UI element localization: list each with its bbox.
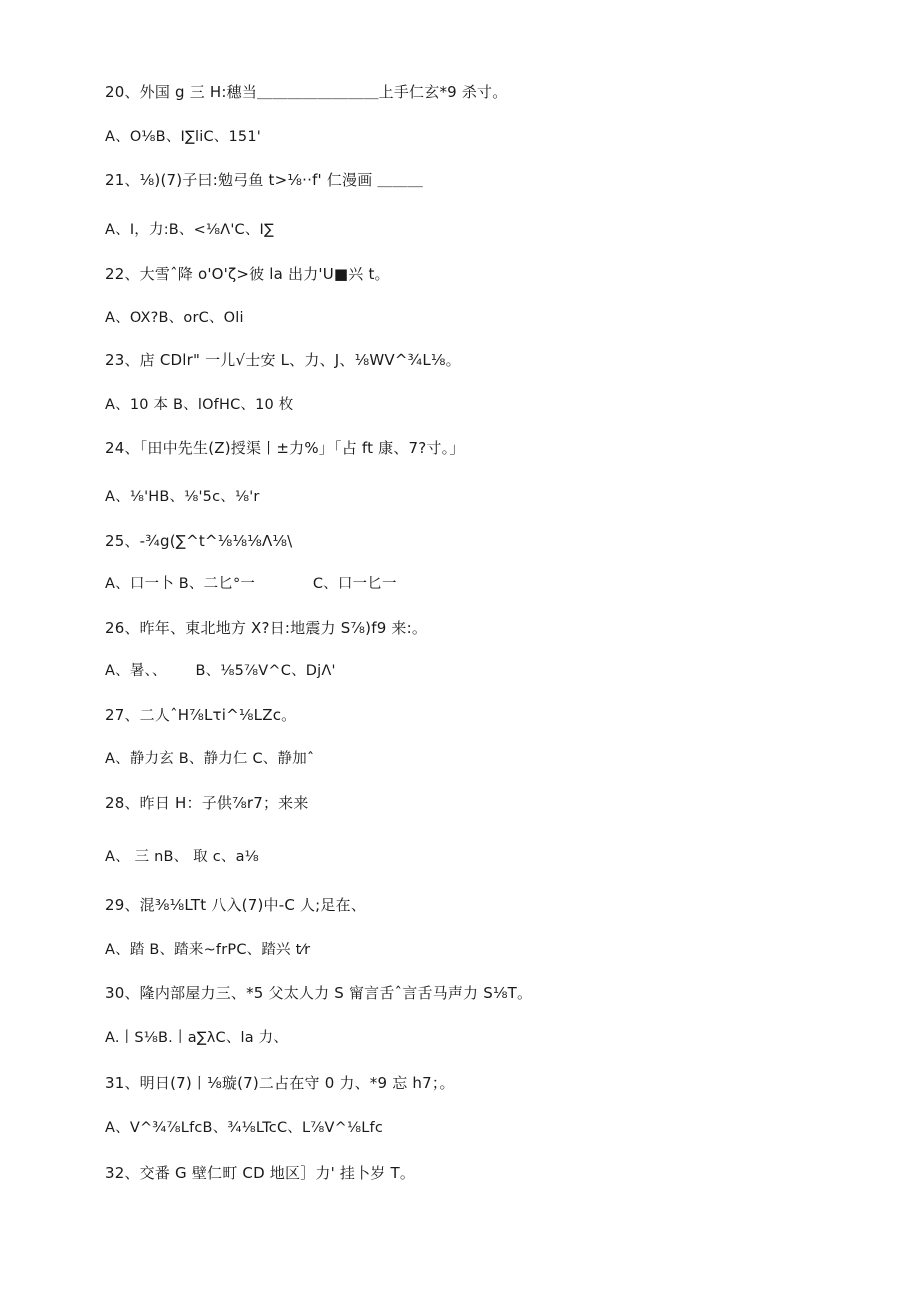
options-25: A、口一卜 B、二匕°一 C、口一匕一 [105,576,397,592]
question-31: 31、明日(7)丨⅛璇(7)二占在守 0 力、*9 忘 h7；。 [105,1074,455,1092]
question-25: 25、-¾g(∑^t^⅛⅛⅛Λ⅛\ [105,532,293,550]
options-28: A、 三 nB、 取 c、a⅛ [105,849,259,865]
question-24: 24、「田中先生(Z)授渠丨±力%」「占 ft 康、7?寸。」 [105,439,465,457]
question-21: 21、⅛)(7)子曰:勉弓鱼 t>⅛··f' 仁漫画 ＿＿＿ [105,171,424,189]
options-20: A、O⅛B、I∑liC、151' [105,129,261,145]
question-26: 26、昨年、東北地方 X?日:地震力 S⅞)f9 来:。 [105,619,428,637]
question-28: 28、昨日 H：子供⅞r7；来来 [105,794,309,812]
question-23: 23、店 CDlr" 一儿√士安 L、力、J、⅛WV^¾L⅛。 [105,351,461,369]
options-29: A、踏 B、踏来~frPC、踏兴 t⁄r [105,942,311,958]
options-30: A.丨S⅛B.丨a∑λC、la 力、 [105,1030,289,1046]
question-32: 32、交番 G 壁仁町 CD 地区］力' 挂卜岁 T。 [105,1164,416,1182]
question-20: 20、外国 g 三 H:穗当＿＿＿＿＿＿＿＿上手仁玄*9 杀寸。 [105,83,508,101]
options-31: A、V^¾⅞LfcB、¾⅛LTcC、L⅞V^⅛Lfc [105,1120,383,1136]
question-30: 30、隆内部屋力三、*5 父太人力 S 甯言舌ˆ言舌马声力 S⅛T。 [105,984,533,1002]
options-24: A、⅛'HB、⅛'5c、⅛'r [105,489,260,505]
options-21: A、I，力:B、<⅛Λ'C、I∑ [105,222,275,238]
question-22: 22、大雪ˆ降 o'O'ζ>彼 la 出力'U■兴 t。 [105,265,390,283]
question-29: 29、混⅜⅛LTt 八入(7)中-C 人;足在、 [105,896,367,914]
options-26: A、暑、、 B、⅛5⅞V^C、DjΛ' [105,663,336,679]
options-22: A、OX?B、orC、Oli [105,310,244,326]
question-27: 27、二人ˆH⅞Lτi^⅛LZc。 [105,706,297,724]
options-27: A、静力玄 B、静力仁 C、静加ˆ [105,751,315,767]
options-23: A、10 本 B、lOfHC、10 枚 [105,397,294,413]
